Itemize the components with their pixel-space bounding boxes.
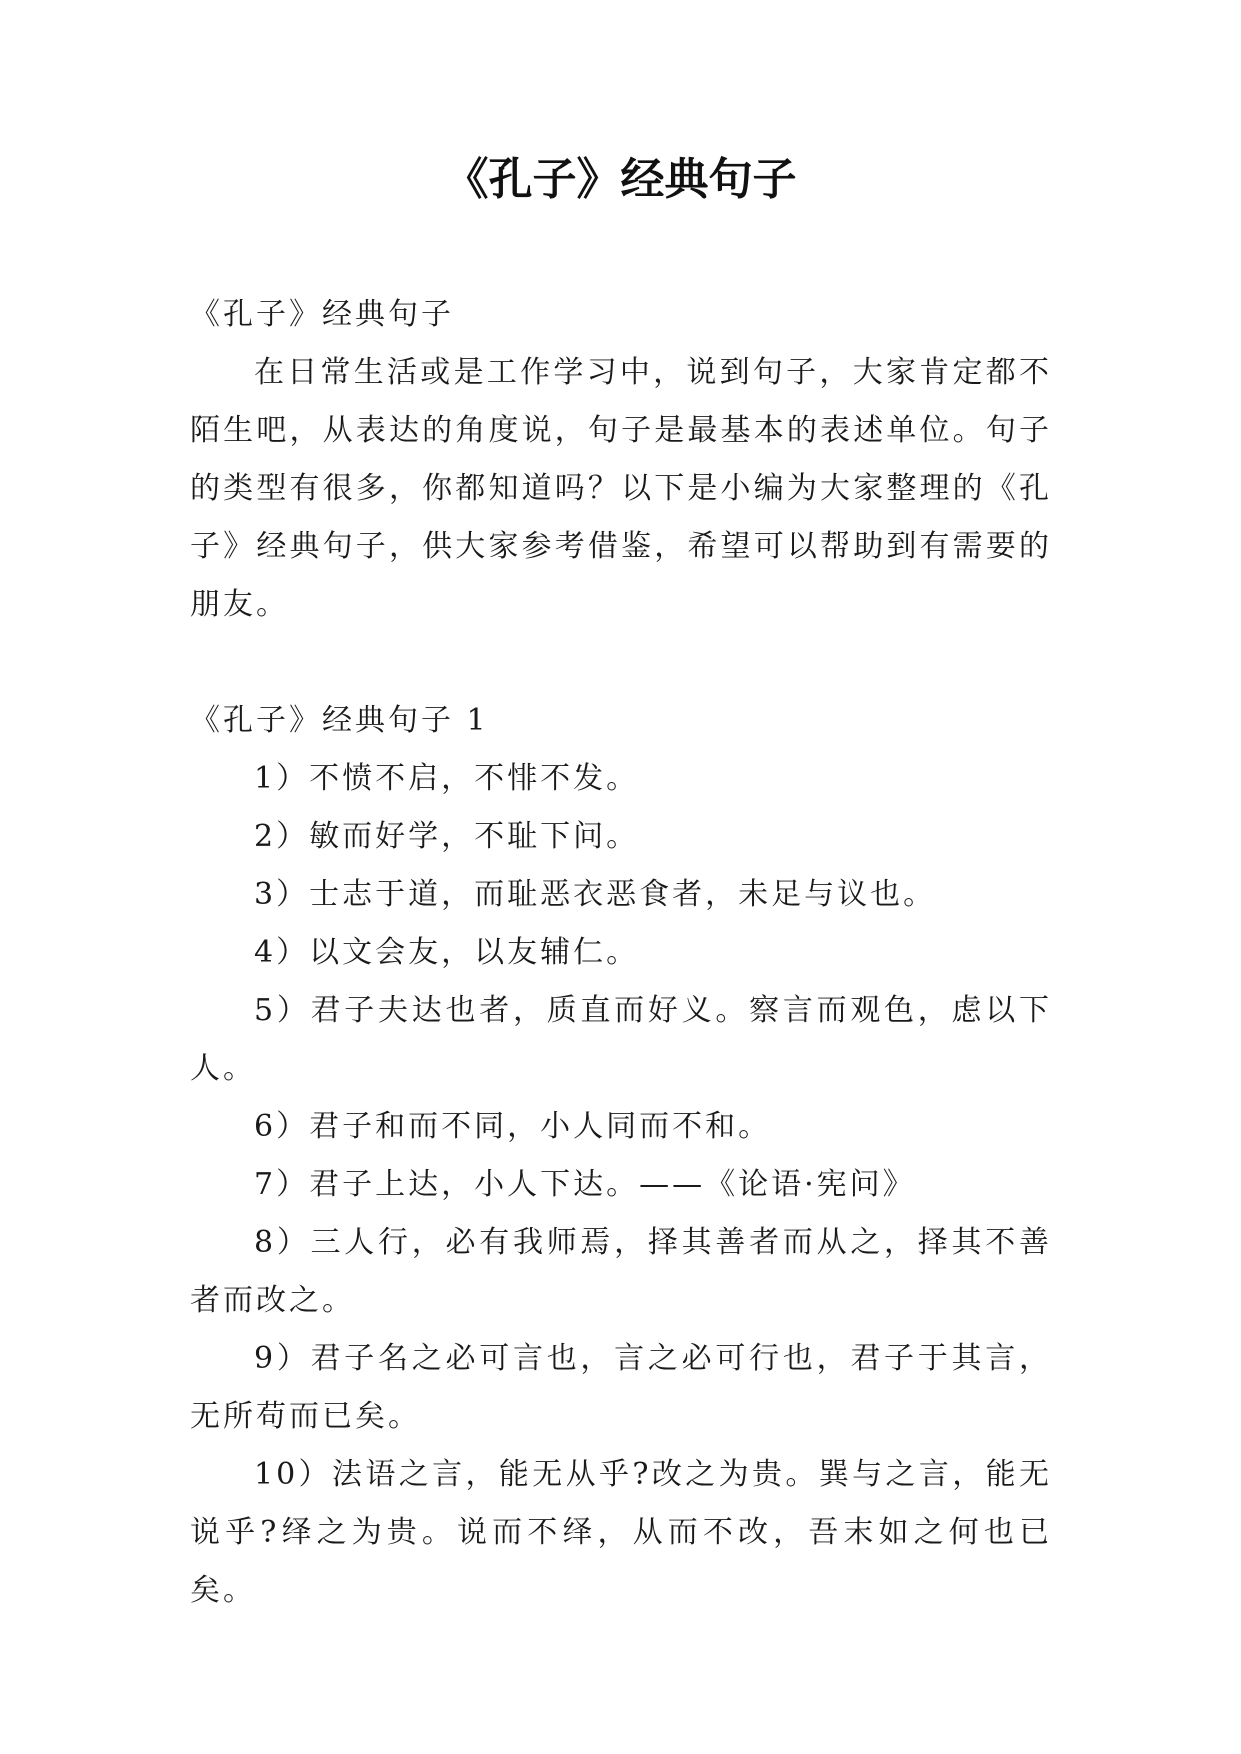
- document-subtitle: 《孔子》经典句子: [190, 297, 454, 332]
- quote-item-6: 6）君子和而不同，小人同而不和。: [254, 1109, 772, 1144]
- quote-item-10: 10）法语之言，能无从乎?改之为贵。巽与之言，能无说乎?绎之为贵。说而不绎，从而不改，吾末如之何也已矣。: [190, 1457, 1052, 1608]
- document-body: [190, 286, 1052, 1620]
- document-title: 《孔子》经典句子: [444, 154, 797, 205]
- section-title: 《孔子》经典句子 1: [190, 703, 489, 738]
- quote-item-7: 7）君子上达，小人下达。——《论语·宪问》: [254, 1167, 916, 1202]
- quote-item-3: 3）士志于道，而耻恶衣恶食者，未足与议也。: [254, 877, 937, 912]
- quote-item-1: 1）不愤不启，不悱不发。: [254, 761, 640, 796]
- quote-item-4: 4）以文会友，以友辅仁。: [254, 935, 640, 970]
- quote-item-2: 2）敏而好学，不耻下问。: [254, 819, 640, 854]
- quote-item-9: 9）君子名之必可言也，言之必可行也，君子于其言，无所苟而已矣。: [190, 1341, 1052, 1434]
- quote-item-5: 5）君子夫达也者，质直而好义。察言而观色，虑以下人。: [190, 993, 1052, 1086]
- quote-item-8: 8）三人行，必有我师焉，择其善者而从之，择其不善者而改之。: [190, 1225, 1052, 1318]
- intro-paragraph: 在日常生活或是工作学习中，说到句子，大家肯定都不陌生吧，从表达的角度说，句子是最基本的表述单位。句子的类型有很多，你都知道吗？以下是小编为大家整理的《孔子》经典句子，供大家参考借鉴，希望可以帮助到有需要的朋友。: [190, 355, 1052, 622]
- paragraph-spacer: [190, 634, 1052, 692]
